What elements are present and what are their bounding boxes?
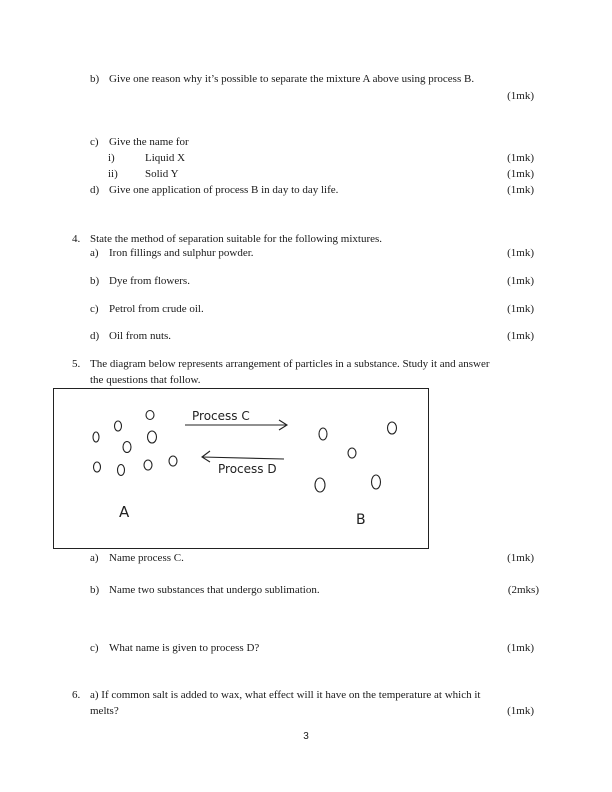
q3c-ii-text: Solid Y [145,168,179,180]
q5a-text: Name process C. [109,552,184,564]
q4-question [72,232,382,246]
q3c-label: c) [90,136,99,148]
state-b-label: B [356,512,366,528]
process-c-label: Process C [192,409,250,423]
q4-text: State the method of separation suitable for the following mixtures. [90,233,383,245]
q3b-marks: (1mk) [507,90,534,102]
q4d [90,329,171,343]
q3d-question [90,183,338,197]
q5b [90,583,320,597]
q5-text-line1: The diagram below represents arrangement of particles in a substance. Study it and answer [90,358,490,370]
process-d-label: Process D [218,462,277,476]
q4d-marks: (1mk) [507,330,534,342]
q4b-label: b) [90,275,100,287]
q6-text-line1: a) If common salt is added to wax, what effect will it have on the temperature at which it [90,689,481,701]
process-d-arrow [202,451,284,462]
state-a-particles [93,411,177,476]
q3d-text: Give one application of process B in day to day life. [109,184,339,196]
q4c [90,302,204,316]
q4-number: 4. [72,233,81,245]
q3c-i-marks: (1mk) [507,152,534,164]
q4a-marks: (1mk) [507,247,534,259]
q3b-label: b) [90,73,100,85]
q3b-text: Give one reason why it’s possible to separate the mixture A above using process B. [109,73,475,85]
q5-number: 5. [72,358,81,370]
q3b-question [90,72,474,86]
state-a-label: A [119,503,130,521]
q4c-text: Petrol from crude oil. [109,303,204,315]
q6-marks: (1mk) [507,705,534,717]
q4c-marks: (1mk) [507,303,534,315]
q3c-i [108,151,185,165]
page-number: 3 [303,731,309,742]
q6-question-cont [90,704,119,718]
q5-question [72,357,490,371]
q3c-text: Give the name for [109,136,189,148]
q5a [90,551,184,565]
q4d-text: Oil from nuts. [109,330,172,342]
q5c [90,641,259,655]
q4b-text: Dye from flowers. [109,275,190,287]
q3d-label: d) [90,184,100,196]
q6-text-line2: melts? [90,705,119,717]
q6-question [72,688,480,702]
q5b-marks: (2mks) [507,584,539,596]
q3c-ii-marks: (1mk) [507,168,534,180]
q3c-question [90,135,189,149]
q5c-text: What name is given to process D? [109,642,260,654]
particle-diagram [53,388,429,549]
particle-diagram-drawing [54,389,430,550]
q5-text-line2: the questions that follow. [90,374,201,386]
q3c-ii [108,167,179,181]
q6-number: 6. [72,689,81,701]
q4a [90,246,254,260]
q4b-marks: (1mk) [507,275,534,287]
q4a-label: a) [90,247,99,259]
q4b [90,274,190,288]
q5c-label: c) [90,642,99,654]
q5-question-cont [90,373,201,387]
q5b-text: Name two substances that undergo sublimation. [109,584,320,596]
q5b-label: b) [90,584,100,596]
q4c-label: c) [90,303,99,315]
q4a-text: Iron fillings and sulphur powder. [109,247,254,259]
q3c-ii-label: ii) [108,168,118,180]
q5c-marks: (1mk) [507,642,534,654]
q3d-marks: (1mk) [507,184,534,196]
q5a-marks: (1mk) [507,552,534,564]
q3c-i-text: Liquid X [145,152,186,164]
state-b-particles [315,422,397,492]
q3c-i-label: i) [108,152,115,164]
q5a-label: a) [90,552,99,564]
q4d-label: d) [90,330,100,342]
